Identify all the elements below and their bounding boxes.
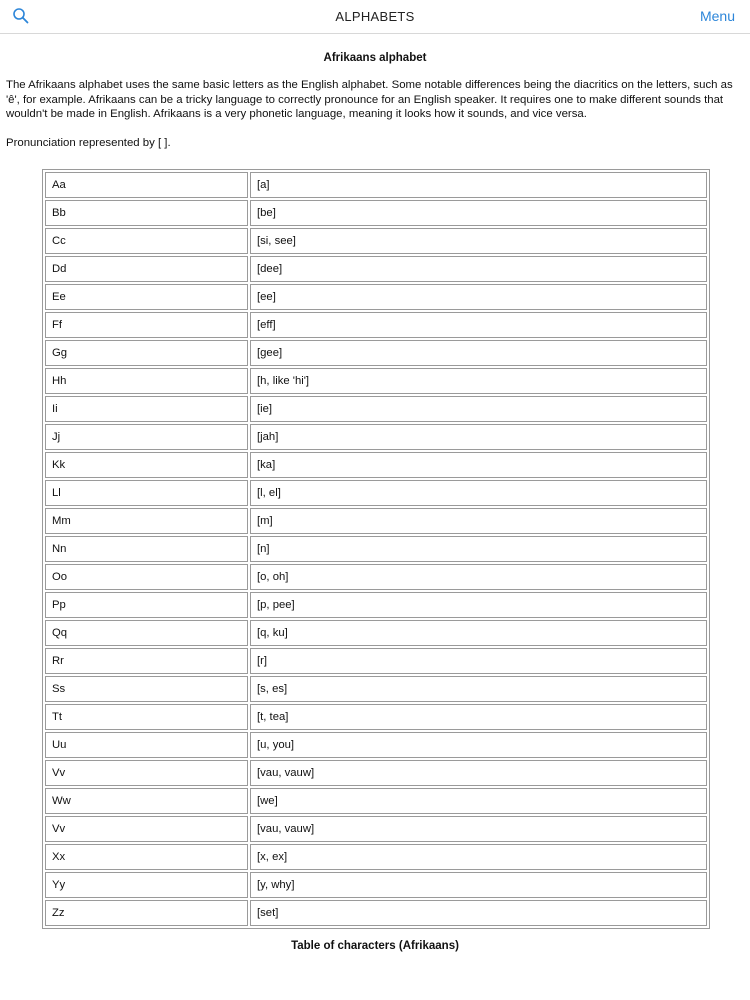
pronunciation-cell: [r]: [250, 648, 707, 674]
table-row: [45, 256, 707, 282]
table-row: [45, 424, 707, 450]
letter-cell: Mm: [45, 508, 248, 534]
intro-paragraph: The Afrikaans alphabet uses the same basic letters as the English alphabet. Some notable differences being the diacritics on the letters, such as 'ê', for example. Afrikaans can be a tricky language to correctly pronounce for an English speaker. It requires one to make different sounds that wouldn't be made in English. Afrikaans is a very phonetic language, meaning it looks how it sounds, and vice versa.: [6, 79, 733, 120]
letter-cell: Hh: [45, 368, 248, 394]
alphabet-table-body: [45, 172, 707, 926]
table-row: [45, 312, 707, 338]
letter-cell: Bb: [45, 200, 248, 226]
pronunciation-cell: [dee]: [250, 256, 707, 282]
table-row: [45, 648, 707, 674]
pronunciation-cell: [jah]: [250, 424, 707, 450]
table-row: [45, 340, 707, 366]
pronunciation-cell: [l, el]: [250, 480, 707, 506]
letter-cell: Uu: [45, 732, 248, 758]
pronunciation-cell: [m]: [250, 508, 707, 534]
pronunciation-cell: [ee]: [250, 284, 707, 310]
pronunciation-cell: [u, you]: [250, 732, 707, 758]
table-row: [45, 900, 707, 926]
table-row: [45, 452, 707, 478]
table-row: [45, 788, 707, 814]
table-row: [45, 564, 707, 590]
pronunciation-cell: [vau, vauw]: [250, 760, 707, 786]
table-row: [45, 368, 707, 394]
letter-cell: Ww: [45, 788, 248, 814]
letter-cell: Aa: [45, 172, 248, 198]
letter-cell: Vv: [45, 816, 248, 842]
pronunciation-cell: [si, see]: [250, 228, 707, 254]
alphabet-table: [42, 169, 710, 929]
table-row: [45, 704, 707, 730]
table-row: [45, 508, 707, 534]
pronunciation-cell: [o, oh]: [250, 564, 707, 590]
table-row: [45, 816, 707, 842]
table-row: [45, 732, 707, 758]
letter-cell: Ee: [45, 284, 248, 310]
letter-cell: Dd: [45, 256, 248, 282]
table-row: [45, 620, 707, 646]
pronunciation-cell: [n]: [250, 536, 707, 562]
table-row: [45, 676, 707, 702]
top-navigation-bar: [0, 0, 750, 34]
letter-cell: Tt: [45, 704, 248, 730]
letter-cell: Pp: [45, 592, 248, 618]
letter-cell: Ss: [45, 676, 248, 702]
letter-cell: Yy: [45, 872, 248, 898]
pronunciation-cell: [set]: [250, 900, 707, 926]
letter-cell: Zz: [45, 900, 248, 926]
section-heading: Afrikaans alphabet: [323, 52, 427, 64]
pronunciation-note: Pronunciation represented by [ ].: [6, 136, 171, 149]
table-row: [45, 760, 707, 786]
letter-cell: Vv: [45, 760, 248, 786]
table-row: [45, 228, 707, 254]
table-row: [45, 872, 707, 898]
table-of-characters-heading: Table of characters (Afrikaans): [291, 940, 459, 952]
pronunciation-cell: [eff]: [250, 312, 707, 338]
pronunciation-cell: [gee]: [250, 340, 707, 366]
table-row: [45, 396, 707, 422]
letter-cell: Kk: [45, 452, 248, 478]
table-row: [45, 480, 707, 506]
table-row: [45, 284, 707, 310]
pronunciation-cell: [q, ku]: [250, 620, 707, 646]
letter-cell: Xx: [45, 844, 248, 870]
letter-cell: Oo: [45, 564, 248, 590]
table-row: [45, 200, 707, 226]
pronunciation-cell: [t, tea]: [250, 704, 707, 730]
letter-cell: Ff: [45, 312, 248, 338]
main-content: [0, 34, 750, 919]
pronunciation-cell: [h, like 'hi']: [250, 368, 707, 394]
letter-cell: Gg: [45, 340, 248, 366]
pronunciation-cell: [vau, vauw]: [250, 816, 707, 842]
pronunciation-cell: [s, es]: [250, 676, 707, 702]
pronunciation-cell: [x, ex]: [250, 844, 707, 870]
pronunciation-cell: [a]: [250, 172, 707, 198]
pronunciation-cell: [be]: [250, 200, 707, 226]
table-row: [45, 592, 707, 618]
pronunciation-cell: [ka]: [250, 452, 707, 478]
letter-cell: Qq: [45, 620, 248, 646]
pronunciation-cell: [y, why]: [250, 872, 707, 898]
letter-cell: Ll: [45, 480, 248, 506]
letter-cell: Jj: [45, 424, 248, 450]
letter-cell: Rr: [45, 648, 248, 674]
menu-button[interactable]: Menu: [699, 8, 735, 24]
page-title: ALPHABETS: [335, 9, 415, 24]
pronunciation-cell: [ie]: [250, 396, 707, 422]
table-row: [45, 536, 707, 562]
pronunciation-cell: [we]: [250, 788, 707, 814]
table-row: [45, 172, 707, 198]
pronunciation-cell: [p, pee]: [250, 592, 707, 618]
letter-cell: Nn: [45, 536, 248, 562]
table-row: [45, 844, 707, 870]
letter-cell: Ii: [45, 396, 248, 422]
letter-cell: Cc: [45, 228, 248, 254]
